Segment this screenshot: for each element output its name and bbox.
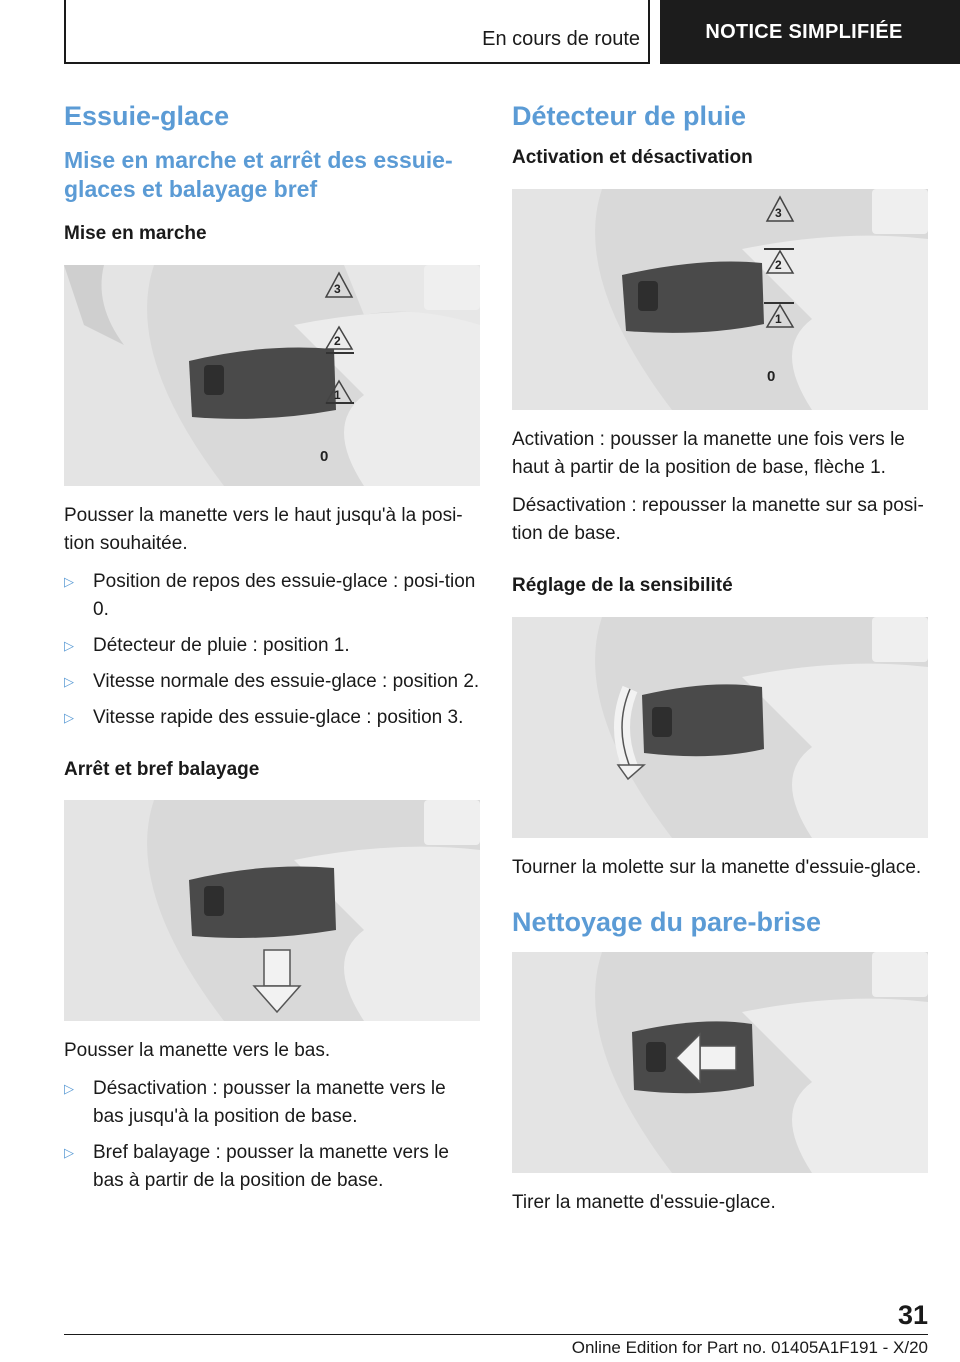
header-rule-mid	[648, 0, 650, 64]
footer-edition: Online Edition for Part no. 01405A1F191 - X/20	[571, 1338, 928, 1357]
figure-lever-up	[64, 265, 480, 486]
triangle-bullet-icon: ▷	[64, 709, 74, 725]
switch-on-text: Pousser la manette vers le haut jusqu'à la posi-tion souhaitée.	[64, 504, 463, 554]
list-item: ▷ Vitesse rapide des essuie-glace : position 3.	[64, 704, 480, 732]
windshield-cleaning-title: Nettoyage du pare-brise	[512, 906, 822, 937]
stop-brief-wipe-heading: Arrêt et bref balayage	[64, 758, 260, 780]
triangle-bullet-icon: ▷	[64, 1145, 74, 1161]
stop-brief-wipe-text: Pousser la manette vers le bas.	[64, 1040, 331, 1062]
header-section-title: En cours de route	[482, 28, 640, 50]
triangle-bullet-icon: ▷	[64, 1081, 74, 1097]
wiper-title: Essuie-glace	[64, 101, 230, 131]
left-column	[64, 100, 480, 1205]
figure-sensitivity-wheel	[512, 617, 928, 838]
fig1-label-0: 0	[320, 447, 329, 465]
footer-rule	[64, 1334, 928, 1335]
figure-lever-down	[64, 800, 480, 1021]
rain-sensor-title: Détecteur de pluie	[512, 101, 747, 131]
fig1-label-3: 3	[334, 281, 341, 296]
list-item: ▷ Détecteur de pluie : position 1.	[64, 632, 480, 660]
triangle-bullet-icon: ▷	[64, 673, 74, 689]
activation-heading: Activation et désactivation	[512, 147, 753, 169]
switch-on-heading: Mise en marche	[64, 222, 207, 244]
list-item: ▷ Position de repos des essuie-glace : posi-tion 0.	[64, 568, 480, 624]
windshield-cleaning-text: Tirer la manette d'essuie-glace.	[512, 1192, 776, 1214]
right-column	[512, 100, 928, 1227]
sensitivity-heading: Réglage de la sensibilité	[512, 575, 733, 597]
fig3-label-0: 0	[767, 368, 776, 386]
stop-brief-wipe-list	[64, 1075, 480, 1195]
positions-list	[64, 568, 480, 732]
header-tab	[660, 0, 960, 64]
list-item: ▷ Désactivation : pousser la manette vers le bas jusqu'à la position de base.	[64, 1075, 480, 1131]
fig3-label-1: 1	[775, 312, 782, 327]
fig1-label-1: 1	[334, 387, 341, 402]
list-item: ▷ Vitesse normale des essuie-glace : position 2.	[64, 668, 480, 696]
sensitivity-text: Tourner la molette sur la manette d'essuie-glace.	[512, 856, 922, 878]
page-number: 31	[897, 1300, 928, 1330]
fig3-label-2: 2	[775, 258, 782, 273]
fig1-label-2: 2	[334, 333, 341, 348]
figure-rain-sensor-activation	[512, 189, 928, 410]
wiper-subtitle: Mise en marche et arrêt des essuie-glaces et balayage bref	[64, 147, 453, 203]
figure-lever-pull	[512, 952, 928, 1173]
triangle-bullet-icon: ▷	[64, 573, 74, 589]
list-item: ▷ Bref balayage : pousser la manette vers le bas à partir de la position de base.	[64, 1139, 480, 1195]
activation-text: Activation : pousser la manette une fois vers le haut à partir de la position de base, flèche 1.	[512, 429, 905, 479]
triangle-bullet-icon: ▷	[64, 637, 74, 653]
fig3-label-3: 3	[775, 206, 782, 221]
header-rule-left	[64, 0, 66, 64]
header-tab-label: NOTICE SIMPLIFIÉE	[705, 20, 903, 43]
deactivation-text: Désactivation : repousser la manette sur sa posi-tion de base.	[512, 495, 924, 545]
header-rule-bottom	[64, 62, 650, 64]
